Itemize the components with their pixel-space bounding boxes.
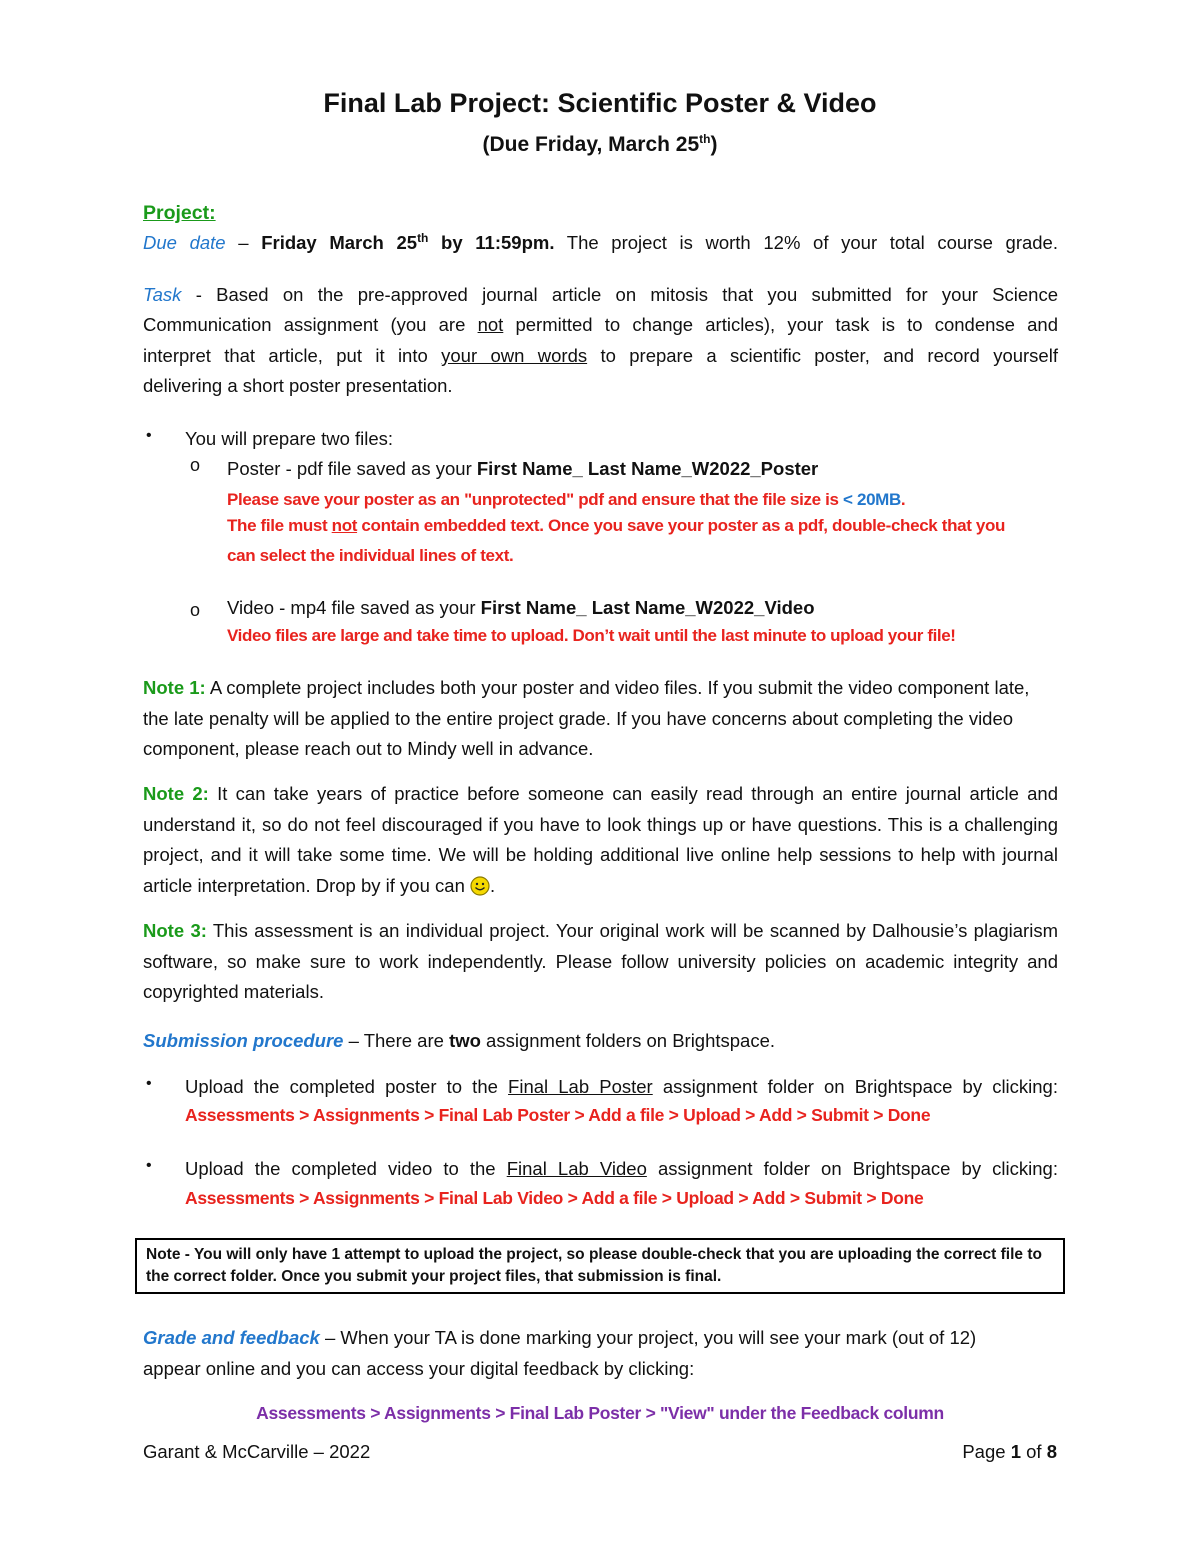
page-of: of xyxy=(1020,1441,1047,1462)
sub-bullet-icon: o xyxy=(190,455,201,475)
poster-warning-not: not xyxy=(331,516,358,535)
task-line-1 xyxy=(143,280,1058,311)
page-subtitle xyxy=(0,133,1200,157)
task-label: Task xyxy=(143,284,182,305)
poster-warning-2a: The file must xyxy=(227,516,332,535)
task-line-2 xyxy=(143,310,1058,341)
sub-bullet-icon: o xyxy=(190,600,201,620)
poster-file-text: Poster - pdf file saved as your xyxy=(227,458,477,479)
video-warning-text: Video files are large and take time to upload. Don’t wait until the last minute to upload your file! xyxy=(227,626,956,645)
note-1-text: A complete project includes both your poster and video files. If you submit the video component late, the late penalty will be applied to the entire project grade. If you have concerns about completing the video component, please reach out to Mindy well in advance. xyxy=(143,677,1030,759)
task-line-3 xyxy=(143,341,1058,372)
smiley-face-icon xyxy=(470,875,490,906)
task-own-words: your own words xyxy=(441,345,588,366)
page-total: 8 xyxy=(1046,1441,1057,1462)
project-heading-text: Project: xyxy=(143,202,216,224)
feedback-path xyxy=(0,1398,1200,1429)
due-date-line xyxy=(143,228,1058,259)
video-file-text: Video - mp4 file saved as your xyxy=(227,597,481,618)
video-warning xyxy=(227,621,956,652)
task-not-underlined: not xyxy=(477,314,504,335)
due-date-value: Friday March 25 xyxy=(261,232,418,253)
subtitle-sup: th xyxy=(699,132,711,146)
note-3 xyxy=(143,916,1058,1008)
video-path xyxy=(185,1183,923,1214)
footer-authors xyxy=(143,1437,370,1468)
poster-file-name: First Name_ Last Name_W2022_Poster xyxy=(476,458,819,479)
note-2-text: It can take years of practice before someone can easily read through an entire journal article and understand it, so do not feel discouraged if you have to look things up or have questions. This is a challenging project, and it will take some time. We will be holding additional live online help sessions to help with journal article interpretation. Drop by if you can xyxy=(143,783,1059,896)
grade-line-2 xyxy=(143,1354,694,1385)
task-text-3a: interpret that article, put it into xyxy=(143,345,442,366)
upload-video-line xyxy=(185,1154,1058,1185)
final-note-text: Note - You will only have 1 attempt to upload the project, so please double-check that you are uploading the correct file to the correct folder. Once you submit your project files, that submission is final. xyxy=(146,1246,1042,1285)
feedback-path-text: Assessments > Assignments > Final Lab Poster > "View" under the Feedback column xyxy=(256,1403,944,1423)
bullet-dot-icon: • xyxy=(146,1157,152,1174)
note-3-label: Note 3: xyxy=(143,920,207,941)
poster-warning-3 xyxy=(227,541,513,572)
subtitle-close: ) xyxy=(710,133,718,156)
title-text: Final Lab Project: Scientific Poster & Video xyxy=(323,88,877,118)
submission-text-b: assignment folders on Brightspace. xyxy=(480,1030,776,1051)
footer-page-number xyxy=(962,1437,1057,1468)
submission-line xyxy=(143,1026,775,1057)
due-date-label: Due date xyxy=(143,232,226,253)
final-lab-video-link: Final Lab Video xyxy=(506,1158,647,1179)
submission-two: two xyxy=(449,1030,481,1051)
poster-file-line xyxy=(227,454,818,485)
final-lab-poster-link: Final Lab Poster xyxy=(508,1076,653,1097)
footer-authors-text: Garant & McCarville – 2022 xyxy=(143,1441,371,1462)
video-file-name: First Name_ Last Name_W2022_Video xyxy=(480,597,815,618)
page-title xyxy=(0,88,1200,119)
poster-path xyxy=(185,1100,930,1131)
grade-line-1 xyxy=(143,1323,976,1354)
grade-label: Grade and feedback xyxy=(143,1327,320,1348)
note-2 xyxy=(143,779,1058,905)
bullet-dot-icon: • xyxy=(146,1075,152,1092)
task-text-4: delivering a short poster presentation. xyxy=(143,375,453,396)
poster-warning-1-end: . xyxy=(900,490,906,509)
poster-warning-1-text: Please save your poster as an "unprotected" pdf and ensure that the file size is xyxy=(227,490,844,509)
upload-poster-text: Upload the completed poster to the xyxy=(185,1076,509,1097)
due-date-time: by 11:59pm. xyxy=(428,232,555,253)
task-text-2a: Communication assignment (you are xyxy=(143,314,478,335)
subtitle-text: (Due Friday, March 25 xyxy=(482,133,700,156)
due-date-dash: – xyxy=(225,232,262,253)
page-label: Page xyxy=(962,1441,1011,1462)
poster-path-text: Assessments > Assignments > Final Lab Poster > Add a file > Upload > Add > Submit > Done xyxy=(185,1105,931,1125)
submission-label: Submission procedure xyxy=(143,1030,344,1051)
video-path-text: Assessments > Assignments > Final Lab Video > Add a file > Upload > Add > Submit > Done xyxy=(185,1188,924,1208)
note-1 xyxy=(143,673,1058,765)
files-intro xyxy=(185,424,393,455)
note-1-label: Note 1: xyxy=(143,677,206,698)
note-3-text: This assessment is an individual project. Your original work will be scanned by Dalhousie’s plagiarism software, so make sure to work independently. Please follow university policies on academic integrity and copyrighted materials. xyxy=(143,920,1058,1002)
task-line-4 xyxy=(143,371,1058,402)
project-heading xyxy=(143,198,216,229)
bullet-dot-icon: • xyxy=(146,427,152,444)
task-text-2b: permitted to change articles), your task is to condense and xyxy=(503,314,1059,335)
submission-text-a: – There are xyxy=(343,1030,450,1051)
due-date-sup: th xyxy=(417,230,429,245)
poster-warning-2 xyxy=(227,511,1005,542)
due-date-weight: The project is worth 12% of your total course grade. xyxy=(554,232,1058,253)
task-text-3b: to prepare a scientific poster, and record yourself xyxy=(587,345,1058,366)
upload-poster-text-b: assignment folder on Brightspace by clicking: xyxy=(652,1076,1058,1097)
upload-video-text-b: assignment folder on Brightspace by clicking: xyxy=(646,1158,1058,1179)
note-2-end: . xyxy=(490,874,496,896)
note-2-label: Note 2: xyxy=(143,783,209,804)
upload-poster-line xyxy=(185,1072,1058,1103)
upload-video-text: Upload the completed video to the xyxy=(185,1158,507,1179)
files-intro-text: You will prepare two files: xyxy=(185,428,394,449)
page-current: 1 xyxy=(1010,1441,1021,1462)
poster-warning-2b: contain embedded text. Once you save your poster as a pdf, double-check that you xyxy=(357,516,1006,535)
poster-warning-3-text: can select the individual lines of text. xyxy=(227,546,514,565)
grade-text-2: appear online and you can access your digital feedback by clicking: xyxy=(143,1358,695,1379)
grade-text-1: – When your TA is done marking your project, you will see your mark (out of 12) xyxy=(319,1327,977,1348)
task-text-1: - Based on the pre-approved journal article on mitosis that you submitted for your Science xyxy=(181,284,1058,305)
video-file-line xyxy=(227,593,815,624)
final-note-box xyxy=(135,1238,1065,1294)
poster-size-limit: < 20MB xyxy=(843,490,901,509)
